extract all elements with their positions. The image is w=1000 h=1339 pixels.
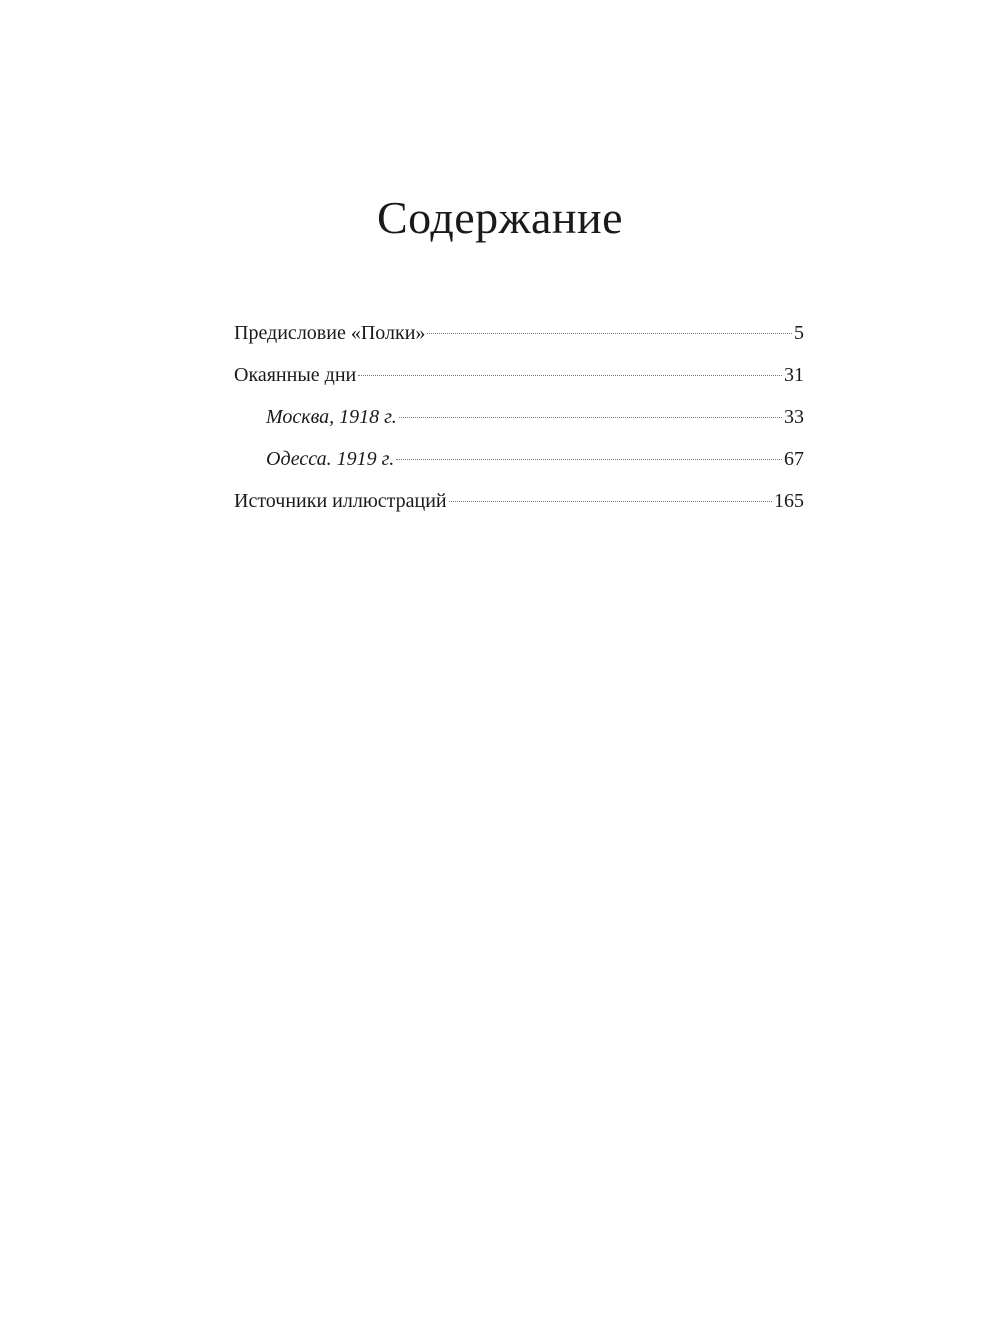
toc-page-number: 31 xyxy=(784,364,804,386)
toc-page-number: 165 xyxy=(774,490,804,512)
toc-dot-leader xyxy=(427,332,792,334)
toc-entry-preface[interactable] xyxy=(234,312,804,354)
toc-entry-cursed-days[interactable] xyxy=(234,354,804,396)
toc-dot-leader xyxy=(399,416,782,418)
toc-page-number: 33 xyxy=(784,406,804,428)
table-of-contents xyxy=(234,312,804,522)
toc-entry-label: Окаянные дни xyxy=(234,364,357,386)
toc-entry-label: Одесса. 1919 г. xyxy=(266,448,395,470)
toc-page-number: 67 xyxy=(784,448,804,470)
toc-entry-label: Предисловие «Полки» xyxy=(234,322,426,344)
toc-dot-leader xyxy=(358,374,782,376)
toc-entry-label: Источники иллюстраций xyxy=(234,490,447,512)
toc-entry-moscow-1918[interactable] xyxy=(234,396,804,438)
toc-entry-odessa-1919[interactable] xyxy=(234,438,804,480)
toc-page-number: 5 xyxy=(794,322,804,344)
toc-entry-illustration-sources[interactable] xyxy=(234,480,804,522)
page-title: Содержание xyxy=(376,192,624,243)
toc-dot-leader xyxy=(396,458,782,460)
toc-dot-leader xyxy=(449,500,772,502)
toc-entry-label: Москва, 1918 г. xyxy=(266,406,397,428)
